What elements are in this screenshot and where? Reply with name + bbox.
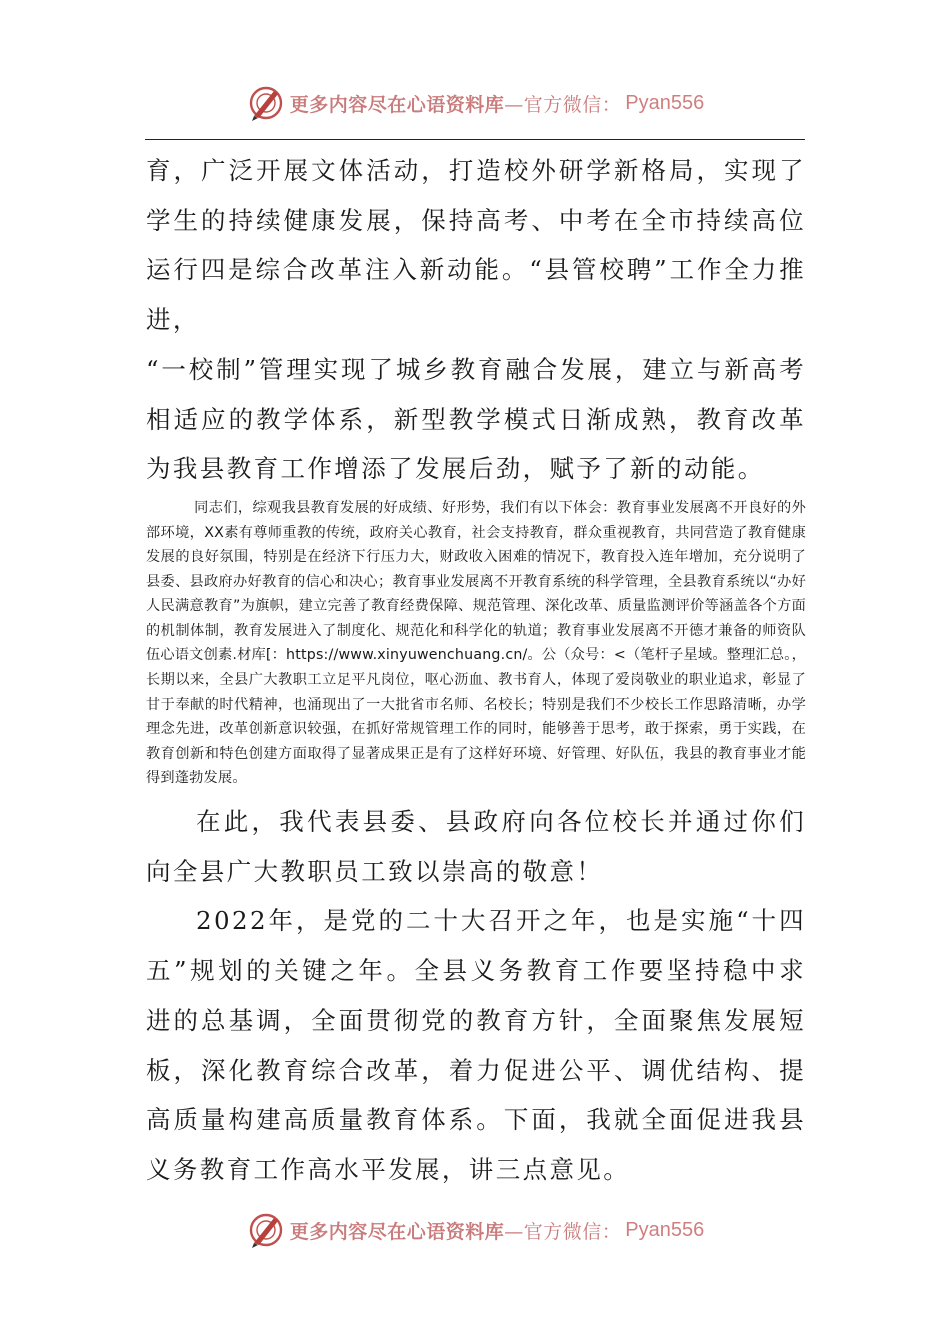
watermark-brand: 更多内容尽在心语资料库 [289,93,505,116]
header-divider [145,139,805,140]
watermark-wechat-id: Pyan556 [625,91,705,114]
watermark-wechat-id: Pyan556 [625,1218,705,1241]
watermark-separator: — [504,93,524,116]
paragraph-experience-summary [146,494,806,791]
paragraph-education-achievements: 育，广泛开展文体活动，打造校外研学新格局，实现了学生的持续健康发展，保持高考、中考在全市持续高位运行四是综合改革注入新动能。“县管校聘”工作全力推进， [146,156,806,335]
header-watermark [0,81,950,125]
watermark-label: 官方微信： [523,93,622,116]
paragraph-2022-plan: 2022年，是党的二十大召开之年，也是实施“十四五”规划的关键之年。全县义务教育工作要坚持稳中求进的总基调，全面贯彻党的教育方针，全面聚焦发展短板，深化教育综合改革，着力促进公平、调优结构、提高质量构建高质量教育体系。下面，我就全面促进我县义务教育工作高水平发展，讲三点意见。 [146,906,806,1184]
watermark-separator: — [504,1220,524,1243]
footer-watermark [0,1208,950,1252]
pen-circle-logo-icon [246,83,286,123]
paragraph-tribute: 在此，我代表县委、县政府向各位校长并通过你们向全县广大教职员工致以崇高的敬意！ [146,807,806,886]
watermark-text [290,90,622,117]
watermark-label: 官方微信： [523,1220,622,1243]
pen-circle-logo-icon [246,1210,286,1250]
paragraph-reform-momentum: “一校制”管理实现了城乡教育融合发展，建立与新高考相适应的教学体系，新型教学模式日渐成熟，教育改革为我县教育工作增添了发展后劲，赋予了新的动能。 [146,354,806,484]
watermark-brand: 更多内容尽在心语资料库 [289,1220,505,1243]
document-body [146,146,806,1195]
paragraph-experience-text: 同志们，综观我县教育发展的好成绩、好形势，我们有以下体会：教育事业发展离不开良好的外部环境，XX素有尊师重教的传统，政府关心教育，社会支持教育，群众重视教育，共同营造了教育健康发展的良好氛围，特别是在经济下行压力大，财政收入困难的情况下，教育投入连年增加，充分说明了县委、县政府办好教育的信心和决心；教育事业发展离不开教育系统的科学管理，全县教育系统以“办好人民满意教育”为旗帜，建立完善了教育经费保障、规范管理、深化改革、质量监测评价等涵盖各个方面的机制体制，教育发展进入了制度化、规范化和科学化的轨道；教育事业发展离不开德才兼备的师资队伍心语文创素.材库[：https://www.xinyuwenchuang.cn/。公（众号：<（笔杆子星域。整理汇总。，长期以来，全县广大教职工立足平凡岗位，呕心沥血、教书育人，体现了爱岗敬业的职业追求，彰显了甘于奉献的时代精神，也涌现出了一大批省市名师、名校长；特别是我们不少校长工作思路清晰，办学理念先进，改革创新意识较强，在抓好常规管理工作的同时，能够善于思考，敢于探索，勇于实践，在教育创新和特色创建方面取得了显著成果正是有了这样好环境、好管理、好队伍，我县的教育事业才能得到蓬勃发展。 [146,499,806,787]
watermark-text [290,1217,622,1244]
